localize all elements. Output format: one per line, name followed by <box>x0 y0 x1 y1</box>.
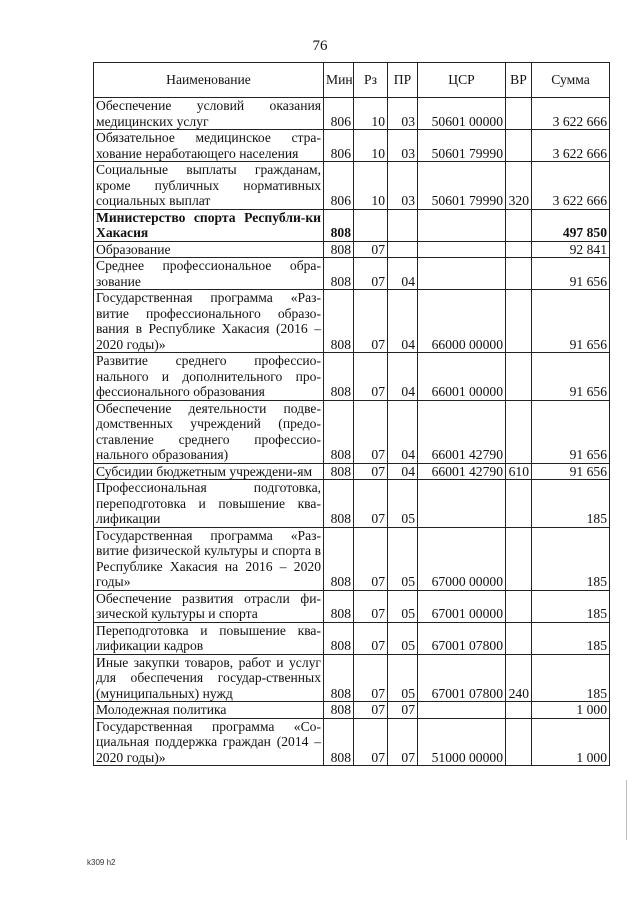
table-row <box>94 718 610 766</box>
cell-vr: 240 <box>506 654 532 702</box>
cell-csr: 50601 00000 <box>418 98 506 130</box>
table-row <box>94 162 610 210</box>
cell-pr: 04 <box>388 258 418 290</box>
cell-vr <box>506 290 532 353</box>
cell-sum: 185 <box>532 480 610 528</box>
cell-csr <box>418 241 506 258</box>
cell-csr: 50601 79990 <box>418 162 506 210</box>
cell-name: Социальные выплаты гражданам, кроме публичных нормативных социальных выплат <box>94 162 324 210</box>
cell-sum: 92 841 <box>532 241 610 258</box>
cell-name: Обязательное медицинское стра-хование неработающего населения <box>94 130 324 162</box>
column-header-csr: ЦСР <box>418 63 506 98</box>
cell-sum: 185 <box>532 527 610 590</box>
cell-vr <box>506 241 532 258</box>
cell-rz: 07 <box>354 480 388 528</box>
table-row <box>94 654 610 702</box>
cell-vr: 320 <box>506 162 532 210</box>
cell-sum: 497 850 <box>532 209 610 241</box>
cell-pr: 03 <box>388 130 418 162</box>
cell-pr <box>388 241 418 258</box>
cell-rz: 07 <box>354 622 388 654</box>
cell-name: Обеспечение развития отрасли фи-зической культуры и спорта <box>94 590 324 622</box>
cell-rz: 07 <box>354 241 388 258</box>
column-header-rz: Рз <box>354 63 388 98</box>
budget-table <box>93 62 610 766</box>
footer-code: k309 h2 <box>87 858 116 867</box>
cell-sum: 91 656 <box>532 463 610 480</box>
cell-sum: 185 <box>532 590 610 622</box>
cell-pr: 03 <box>388 162 418 210</box>
cell-name: Развитие среднего профессио-нального и дополнительного про-фессионального образования <box>94 353 324 401</box>
cell-vr <box>506 98 532 130</box>
cell-min: 806 <box>324 98 354 130</box>
table-row <box>94 209 610 241</box>
table-row <box>94 241 610 258</box>
cell-sum: 3 622 666 <box>532 98 610 130</box>
table-row <box>94 527 610 590</box>
cell-csr: 66000 00000 <box>418 290 506 353</box>
cell-csr <box>418 209 506 241</box>
cell-min: 808 <box>324 702 354 719</box>
cell-vr <box>506 480 532 528</box>
cell-name: Иные закупки товаров, работ и услуг для обеспечения государ-ственных (муниципальных) нужд <box>94 654 324 702</box>
cell-rz: 10 <box>354 162 388 210</box>
cell-csr: 50601 79990 <box>418 130 506 162</box>
cell-pr <box>388 209 418 241</box>
cell-csr: 66001 42790 <box>418 463 506 480</box>
cell-vr <box>506 258 532 290</box>
cell-csr: 51000 00000 <box>418 718 506 766</box>
table-row <box>94 353 610 401</box>
cell-sum: 1 000 <box>532 702 610 719</box>
cell-rz: 07 <box>354 718 388 766</box>
cell-name: Субсидии бюджетным учреждени-ям <box>94 463 324 480</box>
table-row <box>94 702 610 719</box>
cell-min: 808 <box>324 258 354 290</box>
cell-min: 808 <box>324 290 354 353</box>
cell-vr <box>506 400 532 463</box>
cell-min: 808 <box>324 590 354 622</box>
cell-pr: 04 <box>388 400 418 463</box>
cell-rz: 07 <box>354 400 388 463</box>
cell-vr <box>506 527 532 590</box>
cell-rz: 07 <box>354 654 388 702</box>
cell-sum: 3 622 666 <box>532 130 610 162</box>
page-number: 76 <box>312 38 328 54</box>
table-header-row <box>94 63 610 98</box>
cell-vr <box>506 622 532 654</box>
cell-rz: 07 <box>354 590 388 622</box>
cell-pr: 04 <box>388 290 418 353</box>
cell-sum: 91 656 <box>532 400 610 463</box>
cell-min: 808 <box>324 622 354 654</box>
table-row <box>94 463 610 480</box>
cell-name: Обеспечение условий оказания медицинских услуг <box>94 98 324 130</box>
cell-rz: 07 <box>354 702 388 719</box>
cell-name: Обеспечение деятельности подве-домственных учреждений (предо-ставление среднего профессио-нального образования) <box>94 400 324 463</box>
cell-csr <box>418 702 506 719</box>
cell-rz: 07 <box>354 463 388 480</box>
cell-sum: 185 <box>532 654 610 702</box>
cell-min: 806 <box>324 162 354 210</box>
table-row <box>94 130 610 162</box>
cell-vr <box>506 209 532 241</box>
cell-pr: 05 <box>388 527 418 590</box>
cell-rz: 10 <box>354 130 388 162</box>
table-row <box>94 480 610 528</box>
cell-csr <box>418 258 506 290</box>
cell-pr: 05 <box>388 590 418 622</box>
cell-rz: 07 <box>354 290 388 353</box>
cell-name: Образование <box>94 241 324 258</box>
cell-rz: 07 <box>354 353 388 401</box>
cell-vr <box>506 353 532 401</box>
cell-vr: 610 <box>506 463 532 480</box>
cell-pr: 05 <box>388 622 418 654</box>
cell-min: 808 <box>324 400 354 463</box>
table-row <box>94 590 610 622</box>
cell-min: 808 <box>324 241 354 258</box>
cell-csr: 67001 00000 <box>418 590 506 622</box>
cell-csr: 66001 42790 <box>418 400 506 463</box>
table-row <box>94 290 610 353</box>
table-row <box>94 98 610 130</box>
cell-rz <box>354 209 388 241</box>
cell-csr <box>418 480 506 528</box>
cell-pr: 04 <box>388 353 418 401</box>
cell-vr <box>506 130 532 162</box>
cell-csr: 67001 07800 <box>418 654 506 702</box>
cell-pr: 07 <box>388 702 418 719</box>
cell-vr <box>506 718 532 766</box>
cell-csr: 66001 00000 <box>418 353 506 401</box>
cell-name: Государственная программа «Раз-витие профессионального образо-вания в Республике Хакасия (2016 – 2020 годы)» <box>94 290 324 353</box>
cell-sum: 91 656 <box>532 290 610 353</box>
cell-name: Среднее профессиональное обра-зование <box>94 258 324 290</box>
cell-min: 808 <box>324 480 354 528</box>
scan-margin-mark <box>626 780 627 840</box>
cell-rz: 10 <box>354 98 388 130</box>
cell-name: Государственная программа «Со-циальная поддержка граждан (2014 – 2020 годы)» <box>94 718 324 766</box>
cell-name: Государственная программа «Раз-витие физической культуры и спорта в Республике Хакасия на 2016 – 2020 годы» <box>94 527 324 590</box>
cell-min: 808 <box>324 353 354 401</box>
cell-min: 808 <box>324 654 354 702</box>
cell-pr: 03 <box>388 98 418 130</box>
table-row <box>94 622 610 654</box>
cell-sum: 3 622 666 <box>532 162 610 210</box>
cell-pr: 05 <box>388 480 418 528</box>
cell-min: 808 <box>324 209 354 241</box>
column-header-sum: Сумма <box>532 63 610 98</box>
cell-sum: 91 656 <box>532 258 610 290</box>
cell-name: Профессиональная подготовка, переподготовка и повышение ква-лификации <box>94 480 324 528</box>
cell-sum: 91 656 <box>532 353 610 401</box>
table-body <box>94 98 610 766</box>
column-header-name: Наименование <box>94 63 324 98</box>
column-header-vr: ВР <box>506 63 532 98</box>
cell-min: 808 <box>324 527 354 590</box>
column-header-pr: ПР <box>388 63 418 98</box>
cell-vr <box>506 702 532 719</box>
cell-pr: 07 <box>388 718 418 766</box>
column-header-min: Мин <box>324 63 354 98</box>
cell-min: 808 <box>324 463 354 480</box>
cell-name: Молодежная политика <box>94 702 324 719</box>
cell-name: Переподготовка и повышение ква-лификации кадров <box>94 622 324 654</box>
cell-min: 806 <box>324 130 354 162</box>
cell-sum: 1 000 <box>532 718 610 766</box>
cell-pr: 05 <box>388 654 418 702</box>
cell-pr: 04 <box>388 463 418 480</box>
cell-vr <box>506 590 532 622</box>
table-row <box>94 400 610 463</box>
cell-min: 808 <box>324 718 354 766</box>
cell-rz: 07 <box>354 527 388 590</box>
cell-name: Министерство спорта Республи-ки Хакасия <box>94 209 324 241</box>
cell-csr: 67001 07800 <box>418 622 506 654</box>
table-row <box>94 258 610 290</box>
cell-sum: 185 <box>532 622 610 654</box>
cell-rz: 07 <box>354 258 388 290</box>
cell-csr: 67000 00000 <box>418 527 506 590</box>
